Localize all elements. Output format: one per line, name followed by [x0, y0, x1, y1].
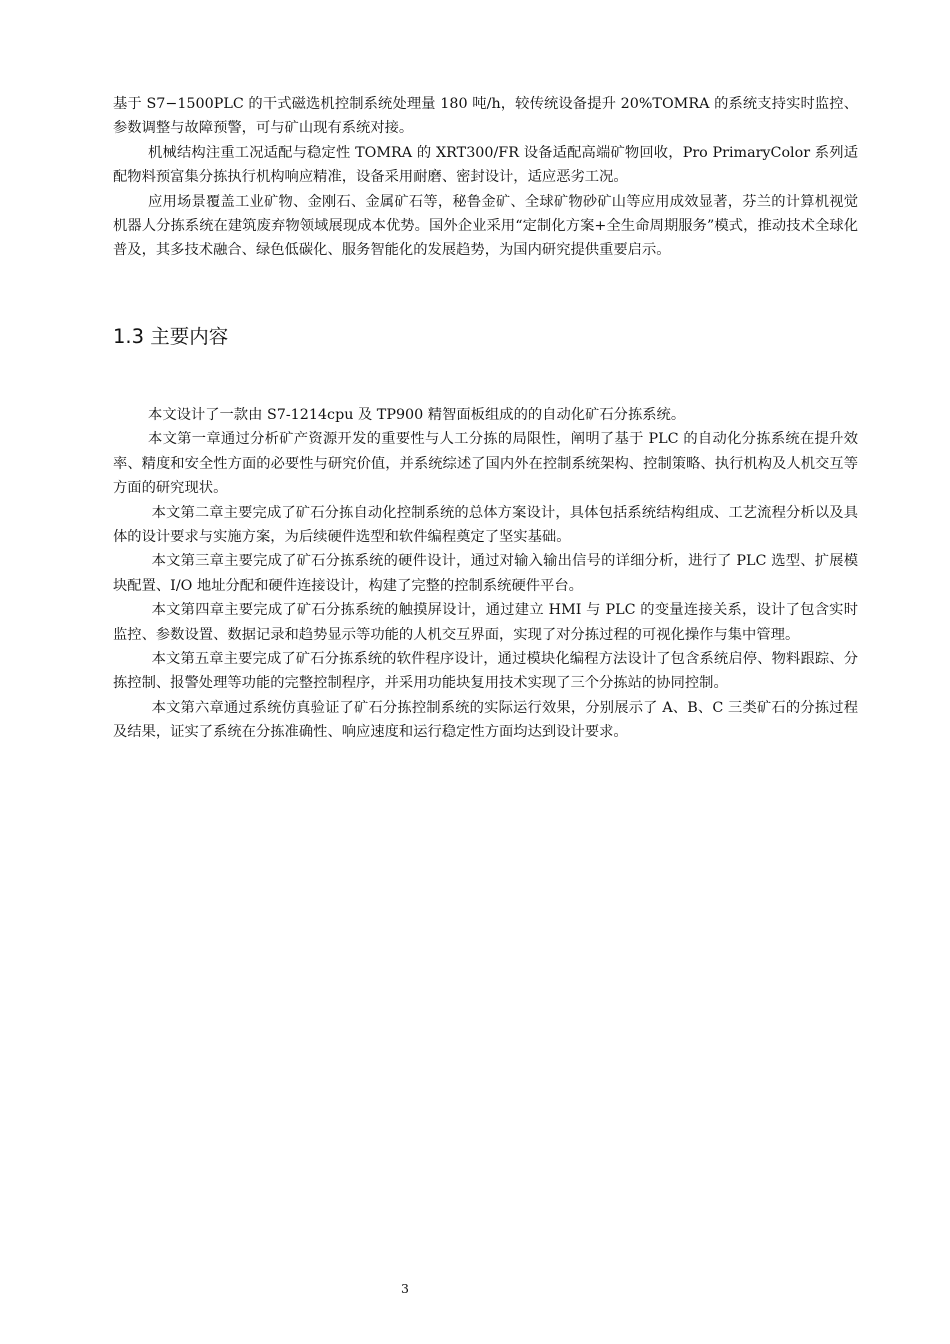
- intro-section: [113, 92, 858, 263]
- main-paragraph-5: 本文第四章主要完成了矿石分拣系统的触摸屏设计，通过建立 HMI 与 PLC 的变量连接关系，设计了包含实时监控、参数设置、数据记录和趋势显示等功能的人机交互界面，实现了对分拣过程的可视化操作与集中管理。: [113, 602, 858, 643]
- main-paragraph-6: 本文第五章主要完成了矿石分拣系统的软件程序设计，通过模块化编程方法设计了包含系统启停、物料跟踪、分拣控制、报警处理等功能的完整控制程序，并采用功能块复用技术实现了三个分拣站的协同控制。: [113, 651, 858, 692]
- main-paragraph-1: 本文设计了一款由 S7-1214cpu 及 TP900 精智面板组成的的自动化矿石分拣系统。: [148, 407, 686, 423]
- main-paragraph-2: 本文第一章通过分析矿产资源开发的重要性与人工分拣的局限性，阐明了基于 PLC 的自动化分拣系统在提升效率、精度和安全性方面的必要性与研究价值，并系统综述了国内外在控制系统架构、控制策略、执行机构及人机交互等方面的研究现状。: [113, 431, 858, 497]
- main-paragraph-3: 本文第二章主要完成了矿石分拣自动化控制系统的总体方案设计，具体包括系统结构组成、工艺流程分析以及具体的设计要求与实施方案，为后续硬件选型和软件编程奠定了坚实基础。: [113, 504, 858, 546]
- main-content-section: [113, 403, 858, 745]
- intro-paragraph-3: 应用场景覆盖工业矿物、金刚石、金属矿石等，秘鲁金矿、全球矿物砂矿山等应用成效显著，芬兰的计算机视觉机器人分拣系统在建筑废弃物领域展现成本优势。国外企业采用“定制化方案+全生命周期服务”模式，推动技术全球化普及，其多技术融合、绿色低碳化、服务智能化的发展趋势，为国内研究提供重要启示。: [113, 193, 858, 259]
- main-paragraph-4: 本文第三章主要完成了矿石分拣系统的硬件设计，通过对输入输出信号的详细分析，进行了 PLC 选型、扩展模块配置、I/O 地址分配和硬件连接设计，构建了完整的控制系统硬件平台。: [113, 553, 858, 594]
- intro-paragraph-2: 机械结构注重工况适配与稳定性 TOMRA 的 XRT300/FR 设备适配高端矿物回收，Pro PrimaryColor 系列适配物料预富集分拣执行机构响应精准，设备采用耐磨、密封设计，适应恶劣工况。: [113, 144, 858, 186]
- main-paragraph-7: 本文第六章通过系统仿真验证了矿石分拣控制系统的实际运行效果，分别展示了 A、B、C 三类矿石的分拣过程及结果，证实了系统在分拣准确性、响应速度和运行稳定性方面均达到设计要求。: [113, 699, 858, 741]
- page-number: 3: [401, 1281, 409, 1296]
- section-heading: 1.3 主要内容: [113, 325, 229, 348]
- intro-paragraph-1: 基于 S7−1500PLC 的干式磁选机控制系统处理量 180 吨/h，较传统设备提升 20%TOMRA 的系统支持实时监控、参数调整与故障预警，可与矿山现有系统对接。: [113, 96, 858, 137]
